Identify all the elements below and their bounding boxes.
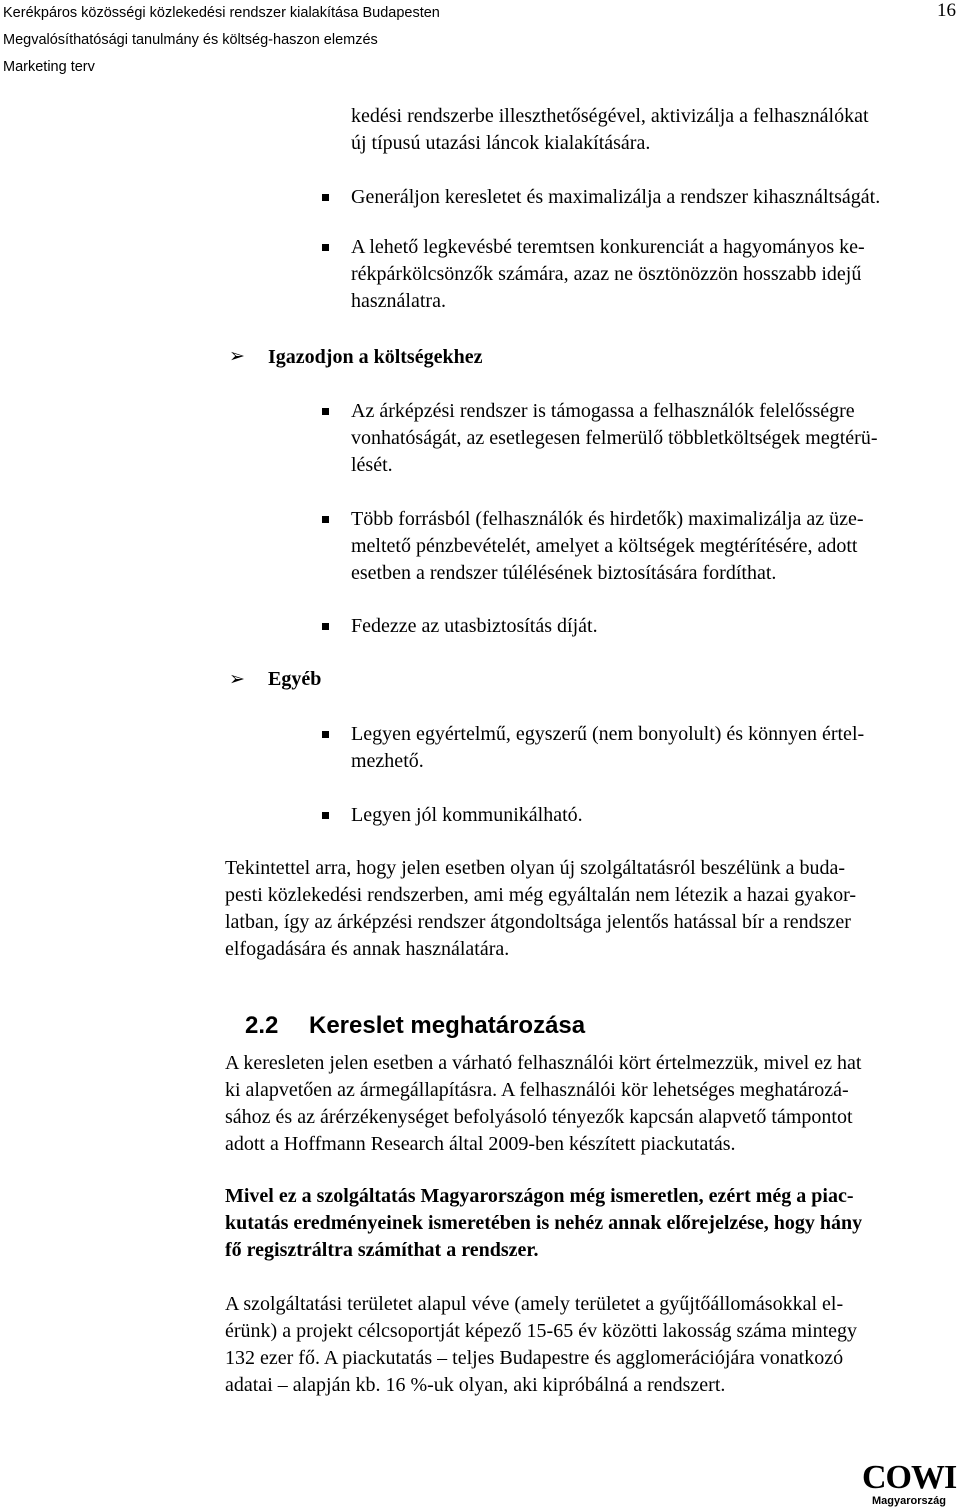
- text-line: 132 ezer fő. A piackutatás – teljes Budapestre és agglomerációjára vonatkozó: [225, 1347, 844, 1369]
- bullet-item: [351, 613, 598, 640]
- text-line: esetben a rendszer túlélésének biztosítására fordíthat.: [351, 562, 777, 584]
- arrow-bullet-icon: ➢: [229, 668, 245, 690]
- text-line: latban, így az árképzési rendszer átgondoltsága jelentős hatással bír a rendszer: [225, 911, 851, 933]
- text-line: elfogadására és annak használatára.: [225, 938, 510, 960]
- bullet-continuation: [351, 103, 869, 157]
- text-line: A szolgáltatási területet alapul véve (amely területet a gyűjtőállomásokkal el-: [225, 1293, 844, 1315]
- section-heading-title: Kereslet meghatározása: [309, 1012, 586, 1039]
- text-line: Legyen jól kommunikálható.: [351, 804, 583, 826]
- bullet-square-icon: [322, 408, 329, 415]
- text-line: rékpárkölcsönzők számára, azaz ne ösztönözzön hosszabb idejű: [351, 263, 862, 285]
- arrow-bullet-icon: ➢: [229, 345, 245, 367]
- text-line: kedési rendszerbe illeszthetőségével, aktivizálja a felhasználókat: [351, 105, 869, 127]
- header-section: Marketing terv: [3, 59, 95, 75]
- text-line: vonhatóságát, az esetlegesen felmerülő többletköltségek megtérü-: [351, 427, 878, 449]
- logo-main-text: COWI: [862, 1459, 957, 1496]
- text-line: Az árképzési rendszer is támogassa a felhasználók felelősségre: [351, 400, 855, 422]
- bullet-item: [351, 802, 583, 829]
- bullet-square-icon: [322, 812, 329, 819]
- bullet-square-icon: [322, 731, 329, 738]
- bullet-square-icon: [322, 623, 329, 630]
- logo-sub-text: Magyarország: [872, 1495, 946, 1507]
- section-title: Egyéb: [268, 668, 322, 690]
- text-line: adott a Hoffmann Research által 2009-ben készített piackutatás.: [225, 1133, 736, 1155]
- bullet-square-icon: [322, 194, 329, 201]
- text-line: használatra.: [351, 290, 446, 312]
- bullet-square-icon: [322, 516, 329, 523]
- text-line: Tekintettel arra, hogy jelen esetben olyan új szolgáltatásról beszélünk a buda-: [225, 857, 846, 879]
- paragraph: [225, 1050, 861, 1158]
- text-line: új típusú utazási láncok kialakítására.: [351, 132, 651, 154]
- section-number: 2.2: [245, 1012, 279, 1039]
- paragraph: [225, 1291, 857, 1399]
- bullet-item: [351, 398, 877, 479]
- paragraph-bold: [225, 1183, 862, 1264]
- page-number: 16: [937, 0, 956, 21]
- text-line: ki alapvetően az ármegállapításra. A felhasználói kör lehetséges meghatározá-: [225, 1079, 849, 1101]
- cowi-logo: [862, 1461, 956, 1507]
- text-line: mezhető.: [351, 750, 424, 772]
- header-subtitle: Megvalósíthatósági tanulmány és költség-haszon elemzés: [3, 32, 378, 48]
- text-line: adatai – alapján kb. 16 %-uk olyan, aki kipróbálná a rendszert.: [225, 1374, 726, 1396]
- text-line: érünk) a projekt célcsoportját képező 15-65 év közötti lakosság száma mintegy: [225, 1320, 858, 1342]
- text-line: Legyen egyértelmű, egyszerű (nem bonyolult) és könnyen értel-: [351, 723, 865, 745]
- section-heading: [245, 1011, 585, 1041]
- text-line: lését.: [351, 454, 393, 476]
- text-line: A keresleten jelen esetben a várható felhasználói kört értelmezzük, mivel ez hat: [225, 1052, 862, 1074]
- bullet-item: [351, 234, 865, 315]
- text-line: sához és az árérzékenységet befolyásoló tényezők kapcsán alapvető támpontot: [225, 1106, 853, 1128]
- text-line: Generáljon keresletet és maximalizálja a rendszer kihasználtságát.: [351, 186, 881, 208]
- bullet-item: [351, 184, 880, 211]
- header-title: Kerékpáros közösségi közlekedési rendszer kialakítása Budapesten: [3, 5, 440, 21]
- paragraph: [225, 855, 856, 963]
- bullet-square-icon: [322, 244, 329, 251]
- text-line: pesti közlekedési rendszerben, ami még egyáltalán nem létezik a hazai gyakor-: [225, 884, 856, 906]
- text-line: A lehető legkevésbé teremtsen konkurenciát a hagyományos ke-: [351, 236, 865, 258]
- bullet-item: [351, 721, 864, 775]
- text-line: meltető pénzbevételét, amelyet a költségek megtérítésére, adott: [351, 535, 858, 557]
- text-line: kutatás eredményeinek ismeretében is nehéz annak előrejelzése, hogy hány: [225, 1212, 863, 1234]
- text-line: Több forrásból (felhasználók és hirdetők) maximalizálja az üze-: [351, 508, 864, 530]
- text-line: Mivel ez a szolgáltatás Magyarországon még ismeretlen, ezért még a piac-: [225, 1185, 854, 1207]
- bullet-item: [351, 506, 864, 587]
- text-line: fő regisztráltra számíthat a rendszer.: [225, 1239, 539, 1261]
- section-title: Igazodjon a költségekhez: [268, 346, 483, 368]
- text-line: Fedezze az utasbiztosítás díját.: [351, 615, 598, 637]
